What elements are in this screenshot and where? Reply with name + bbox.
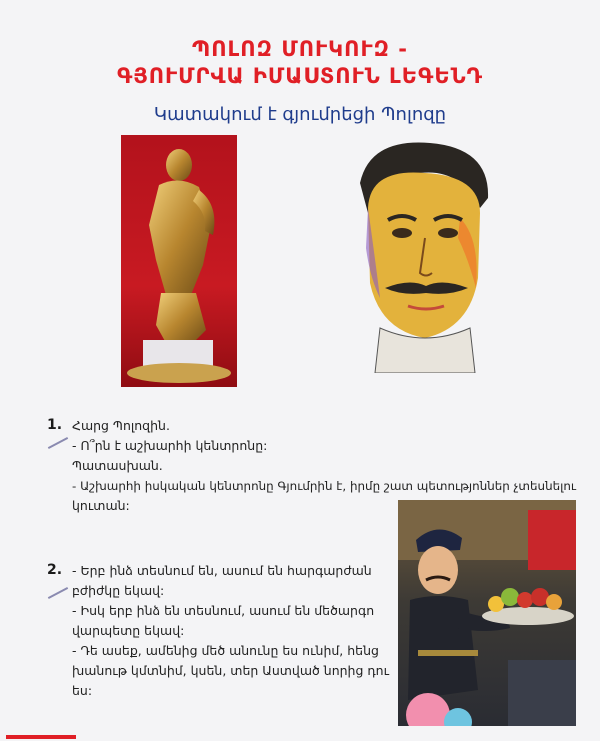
item-2-line-1: - Երբ ինձ տեսնում են, ասում են հարգարժան — [72, 563, 372, 578]
item-2-line-7: ես: — [72, 683, 93, 698]
item-2-line-6: խանութ կմտնիմ, կսեն, տեր Աստված նորից դու — [72, 663, 390, 678]
item-2-line-3: - Իսկ երբ ինձ են տեսնում, ասում են մեծարգո — [72, 603, 375, 618]
pen-mark — [48, 587, 68, 599]
page-edge-strip — [6, 735, 76, 739]
boy-with-fruit-photo — [398, 500, 576, 726]
item-1-line-3: Պատասխան. — [72, 458, 163, 473]
portrait-drawing — [340, 138, 500, 373]
item-2-line-5: - Դե ասեք, ամենից մեծ անունը ես ունիմ, հենց — [72, 643, 379, 658]
item-1-line-1: Հարց Պոլոզին. — [72, 418, 170, 433]
title-line-2: ԳՅՈՒՄՐՎԱ ԻՄԱՍՏՈՒՆ ԼԵԳԵՆԴ — [116, 64, 484, 88]
item-1-line-4: - Աշխարհի իսկական կենտրոնը Գյումրին է, իրմը շատ պետությոններ չտեսնելու — [72, 479, 577, 493]
item-2-line-2: բժիժկը եկավ: — [72, 583, 165, 598]
item-2-line-4: վարպետը եկավ: — [72, 623, 185, 638]
subtitle: Կատակում է գյումրեցի Պոլոզը — [153, 104, 447, 125]
title-line-1: ՊՈԼՈԶ ՄՈՒԿՈՒԶ - — [191, 37, 409, 61]
statue-photo — [121, 135, 237, 387]
item-number-1: 1. — [47, 417, 63, 433]
item-1-line-5: կուտան: — [72, 498, 130, 513]
pen-mark — [48, 437, 68, 449]
item-1-line-2: - Ո՞րն է աշխարհի կենտրոնը: — [72, 438, 268, 453]
item-number-2: 2. — [47, 562, 63, 578]
